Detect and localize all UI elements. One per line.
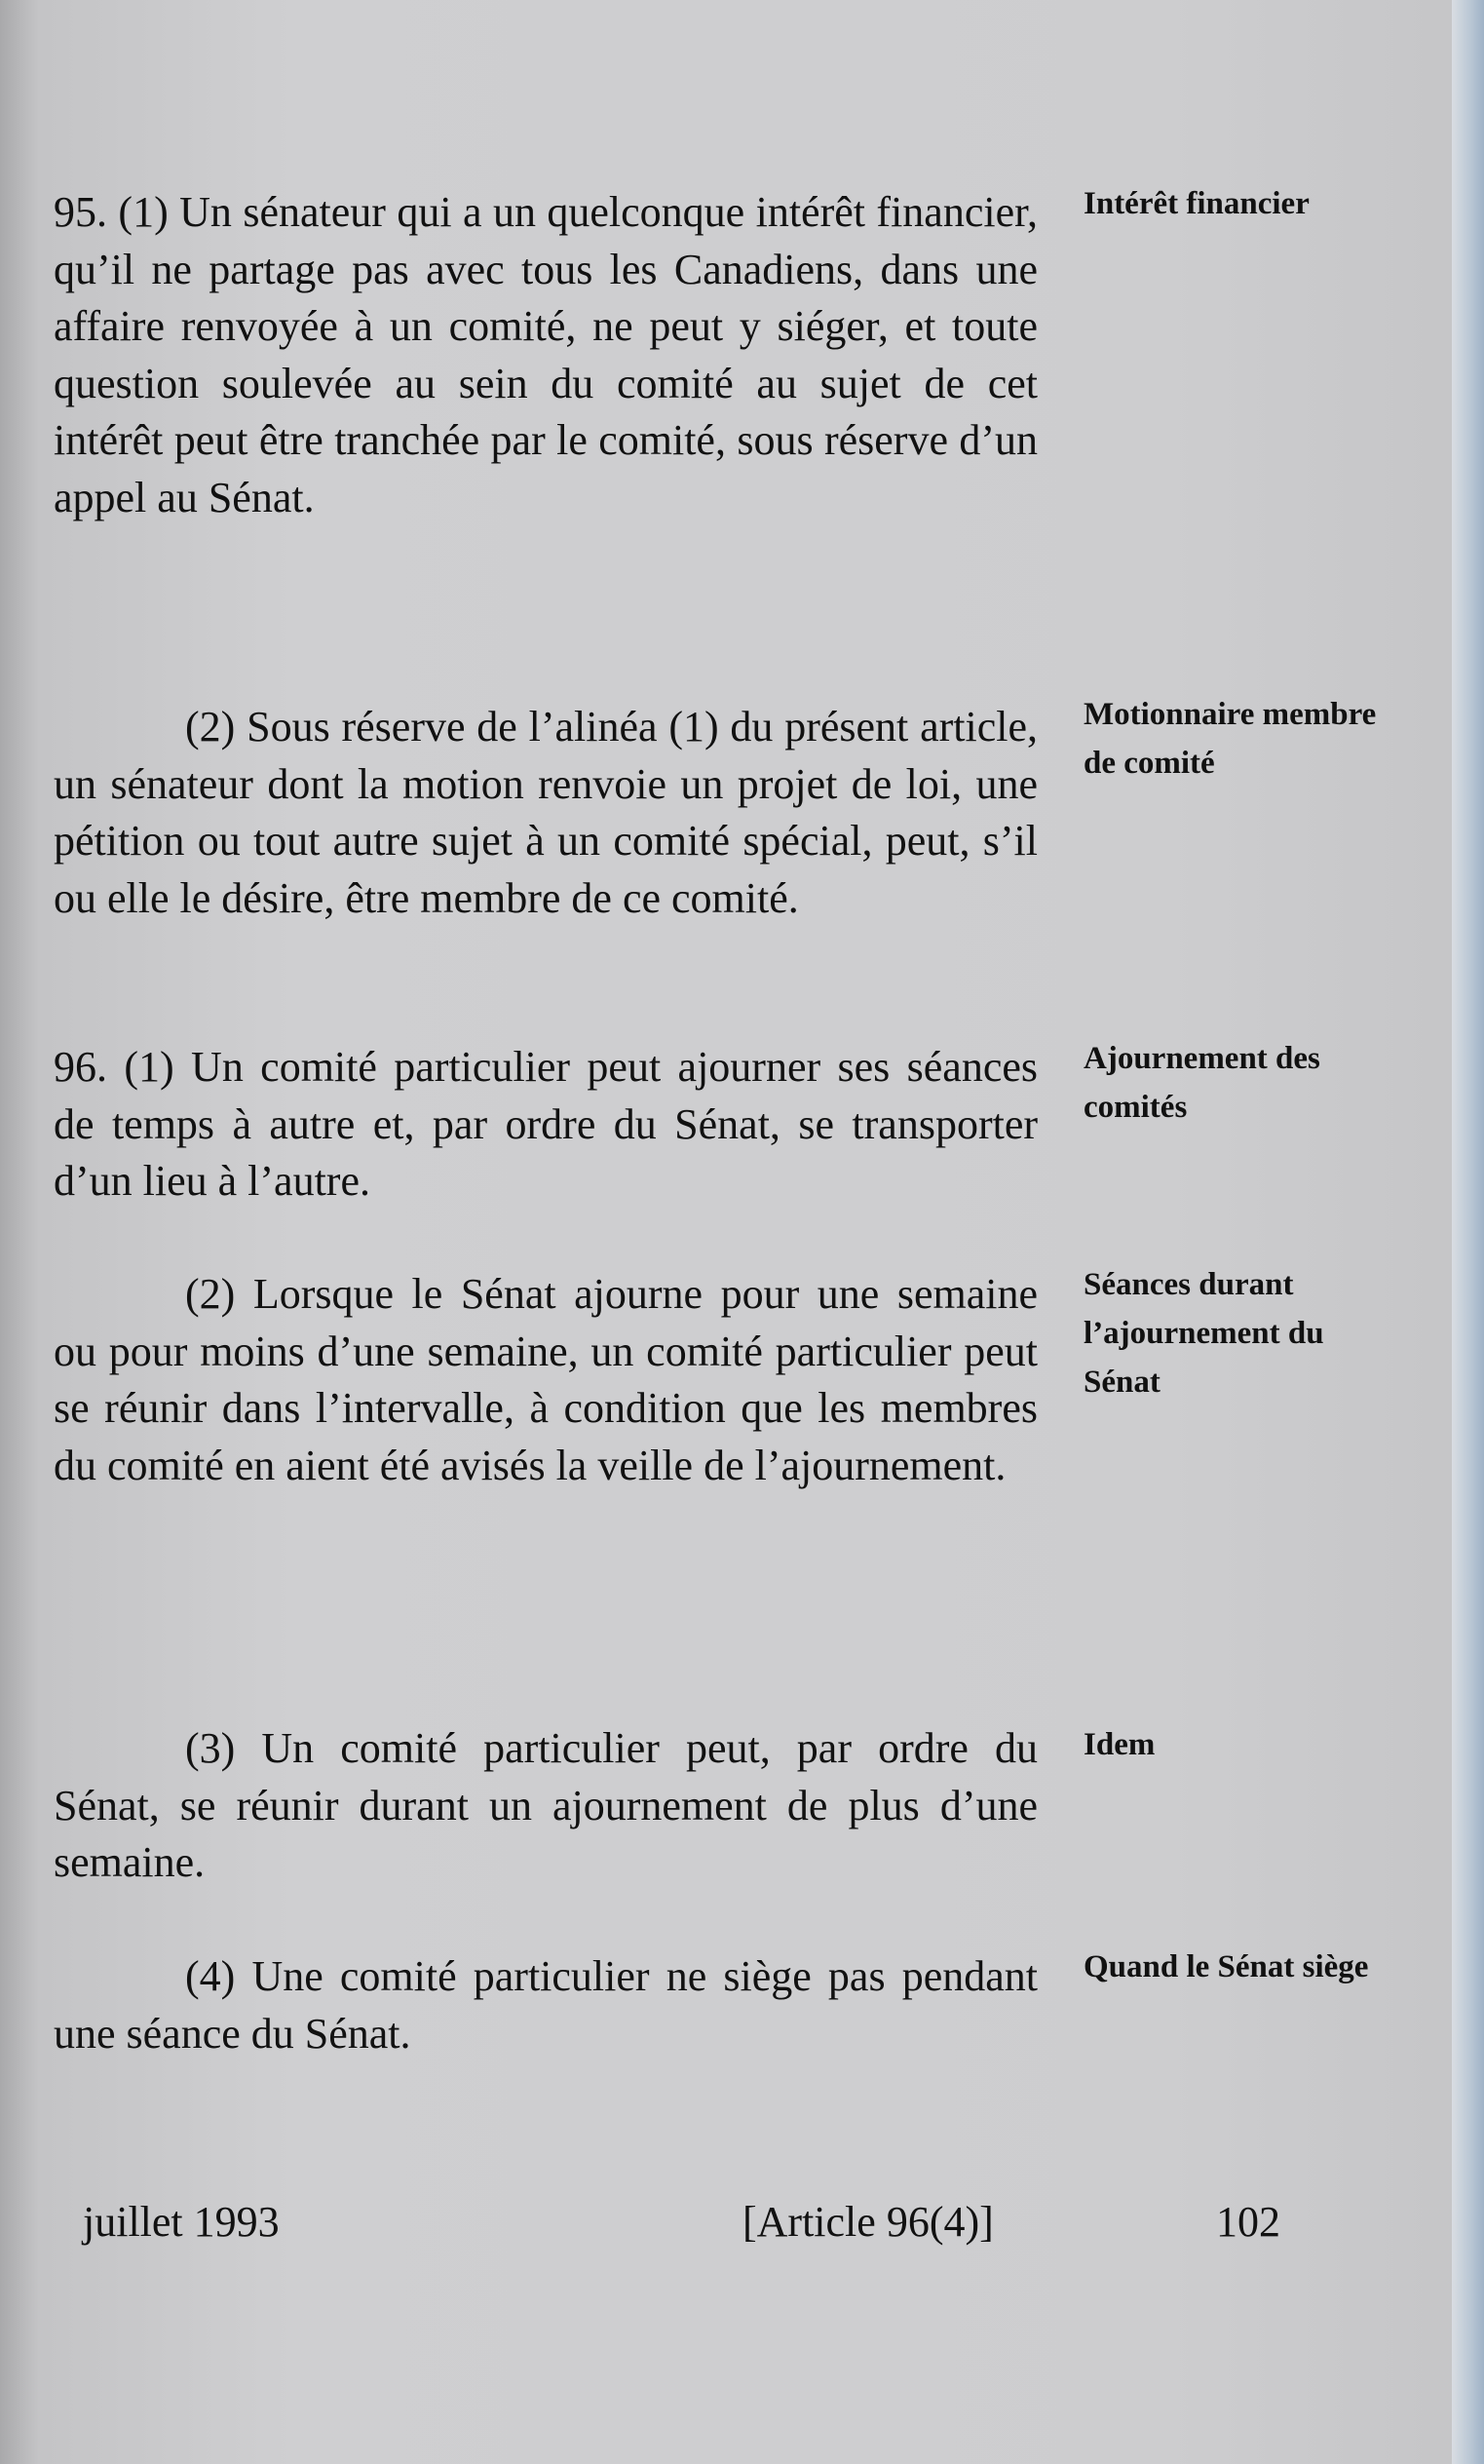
article-number: 96. <box>54 1043 107 1091</box>
section-96-2 <box>54 1266 1038 1494</box>
section-96-1 <box>54 1039 1038 1211</box>
page-number: 102 <box>1216 2198 1280 2246</box>
footer-date: juillet 1993 <box>83 2198 280 2246</box>
paragraph-text: (1) Un sénateur qui a un quelconque intérêt financier, qu’il ne partage pas avec tous les Canadiens, dans une affaire renvoyée à un comité, ne peut y siéger, et toute question soulevée au sein du comité au sujet de cet intérêt peut être tranchée par le comité, sous réserve d’un appel au Sénat. <box>54 188 1038 521</box>
margin-note: Intérêt financier <box>1084 186 1310 221</box>
paragraph-text: (4) Une comité particulier ne siège pas pendant une séance du Sénat. <box>54 1952 1038 2058</box>
paragraph-text: (2) Lorsque le Sénat ajourne pour une semaine ou pour moins d’une semaine, un comité particulier peut se réunir dans l’intervalle, à condition que les membres du comité en aient été avisés la veille de l’ajournement. <box>54 1270 1038 1489</box>
section-96-4 <box>54 1948 1038 2062</box>
margin-note: Idem <box>1084 1727 1156 1762</box>
margin-note: Ajournement des comités <box>1084 1041 1320 1125</box>
margin-note: Quand le Sénat siège <box>1084 1949 1369 1984</box>
section-95-1 <box>54 184 1038 526</box>
paragraph-text: (2) Sous réserve de l’alinéa (1) du présent article, un sénateur dont la motion renvoie un projet de loi, une pétition ou tout autre sujet à un comité spécial, peut, s’il ou elle le désire, être membre de ce comité. <box>54 703 1038 922</box>
page-edge <box>1452 0 1484 2464</box>
footer-reference: [Article 96(4)] <box>742 2198 994 2246</box>
margin-note: Séances durant l’ajournement du Sénat <box>1084 1267 1324 1400</box>
section-95-2 <box>54 699 1038 927</box>
section-96-3 <box>54 1720 1038 1892</box>
article-number: 95. <box>54 188 107 236</box>
margin-note: Motionnaire membre de comité <box>1084 697 1377 781</box>
paragraph-text: (1) Un comité particulier peut ajourner ses séances de temps à autre et, par ordre du Sénat, se transporter d’un lieu à l’autre. <box>54 1043 1039 1205</box>
paragraph-text: (3) Un comité particulier peut, par ordre du Sénat, se réunir durant un ajournement de plus d’une semaine. <box>54 1724 1038 1886</box>
